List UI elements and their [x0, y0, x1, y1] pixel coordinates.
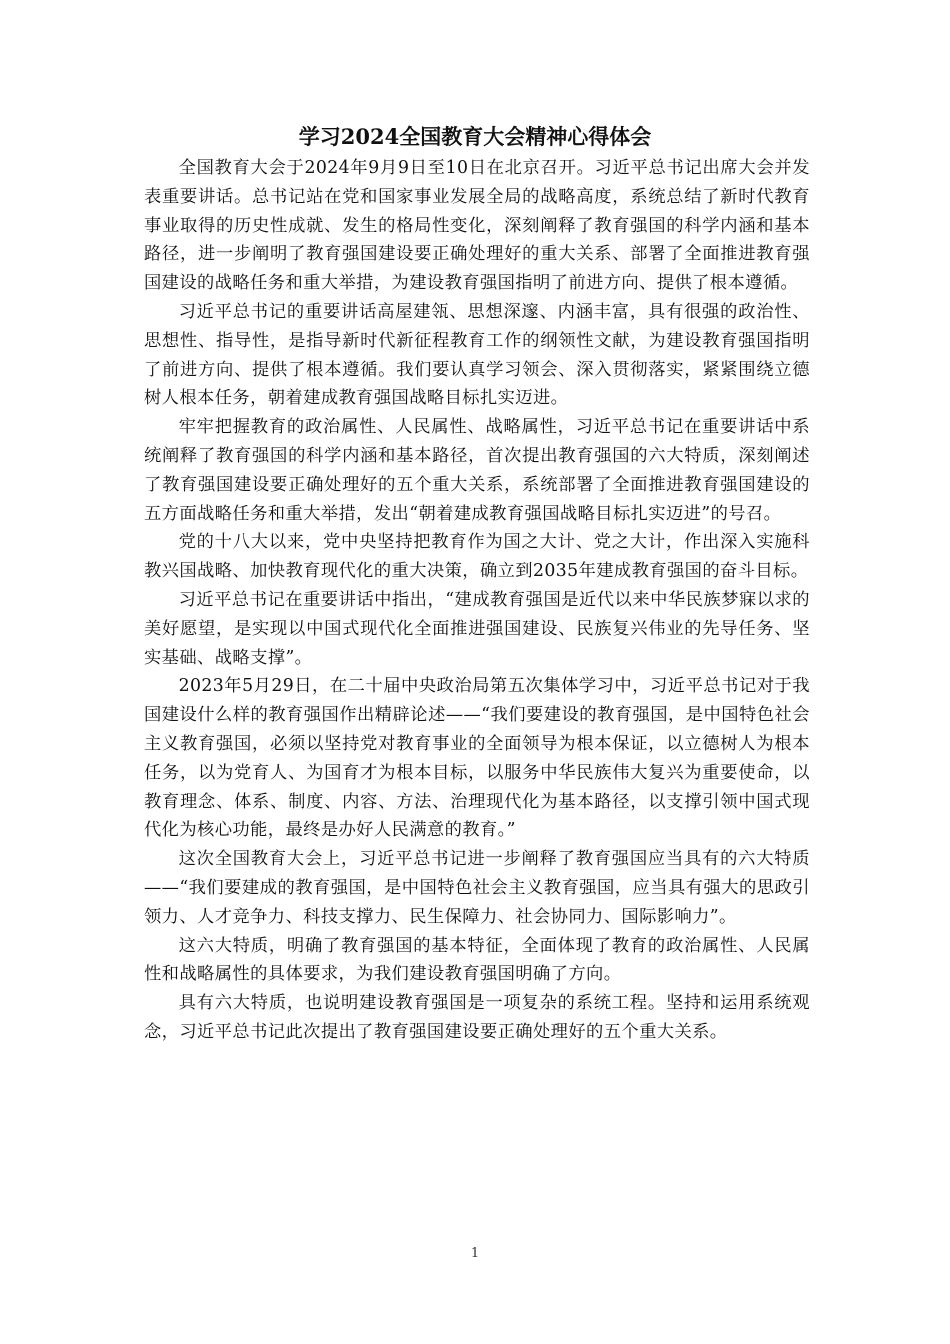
paragraph-8: 这六大特质，明确了教育强国的基本特征，全面体现了教育的政治属性、人民属性和战略属性的具体要求，为我们建设教育强国明确了方向。: [144, 935, 810, 985]
paragraph-3: 牢牢把握教育的政治属性、人民属性、战略属性，习近平总书记在重要讲话中系统阐释了教育强国的科学内涵和基本路径，首次提出教育强国的六大特质，深刻阐述了教育强国建设要正确处理好的五个重大关系，系统部署了全面推进教育强国建设的五方面战略任务和重大举措，发出“朝着建成教育强国战略目标扎实迈进”的号召。: [144, 417, 810, 524]
paragraph-5: 习近平总书记在重要讲话中指出，“建成教育强国是近代以来中华民族梦寐以求的美好愿望，是实现以中国式现代化全面推进强国建设、民族复兴伟业的先导任务、坚实基础、战略支撑”。: [144, 589, 810, 668]
paragraph-9: 具有六大特质，也说明建设教育强国是一项复杂的系统工程。坚持和运用系统观念，习近平总书记此次提出了教育强国建设要正确处理好的五个重大关系。: [144, 993, 810, 1042]
paragraph-6: 2023年5月29日，在二十届中央政治局第五次集体学习中，习近平总书记对于我国建设什么样的教育强国作出精辟论述——“我们要建设的教育强国，是中国特色社会主义教育强国，必须以坚持党对教育事业的全面领导为根本保证，以立德树人为根本任务，以为党育人、为国育才为根本目标，以服务中华民族伟大复兴为重要使命，以教育理念、体系、制度、内容、方法、治理现代化为基本路径，以支撑引领中国式现代化为核心功能，最终是办好人民满意的教育。”: [144, 676, 810, 841]
paragraph-1: 全国教育大会于2024年9月9日至10日在北京召开。习近平总书记出席大会并发表重要讲话。总书记站在党和国家事业发展全局的战略高度，系统总结了新时代教育事业取得的历史性成就、发生的格局性变化，深刻阐释了教育强国的科学内涵和基本路径，进一步阐明了教育强国建设要正确处理好的重大关系、部署了全面推进教育强国建设的战略任务和重大举措，为建设教育强国指明了前进方向、提供了根本遵循。: [144, 158, 810, 294]
paragraph-4: 党的十八大以来，党中央坚持把教育作为国之大计、党之大计，作出深入实施科教兴国战略、加快教育现代化的重大决策，确立到2035年建成教育强国的奋斗目标。: [144, 532, 810, 582]
paragraph-7: 这次全国教育大会上，习近平总书记进一步阐释了教育强国应当具有的六大特质——“我们要建成的教育强国，是中国特色社会主义教育强国，应当具有强大的思政引领力、人才竞争力、科技支撑力、民生保障力、社会协同力、国际影响力”。: [144, 849, 810, 927]
page-number: 1: [470, 1246, 480, 1261]
document-body: [144, 154, 810, 1047]
document-title: 学习2024全国教育大会精神心得体会: [298, 124, 652, 149]
paragraph-2: 习近平总书记的重要讲话高屋建瓴、思想深邃、内涵丰富，具有很强的政治性、思想性、指导性，是指导新时代新征程教育工作的纲领性文献，为建设教育强国指明了前进方向、提供了根本遵循。我们要认真学习领会、深入贯彻落实，紧紧围绕立德树人根本任务，朝着建成教育强国战略目标扎实迈进。: [144, 301, 810, 409]
